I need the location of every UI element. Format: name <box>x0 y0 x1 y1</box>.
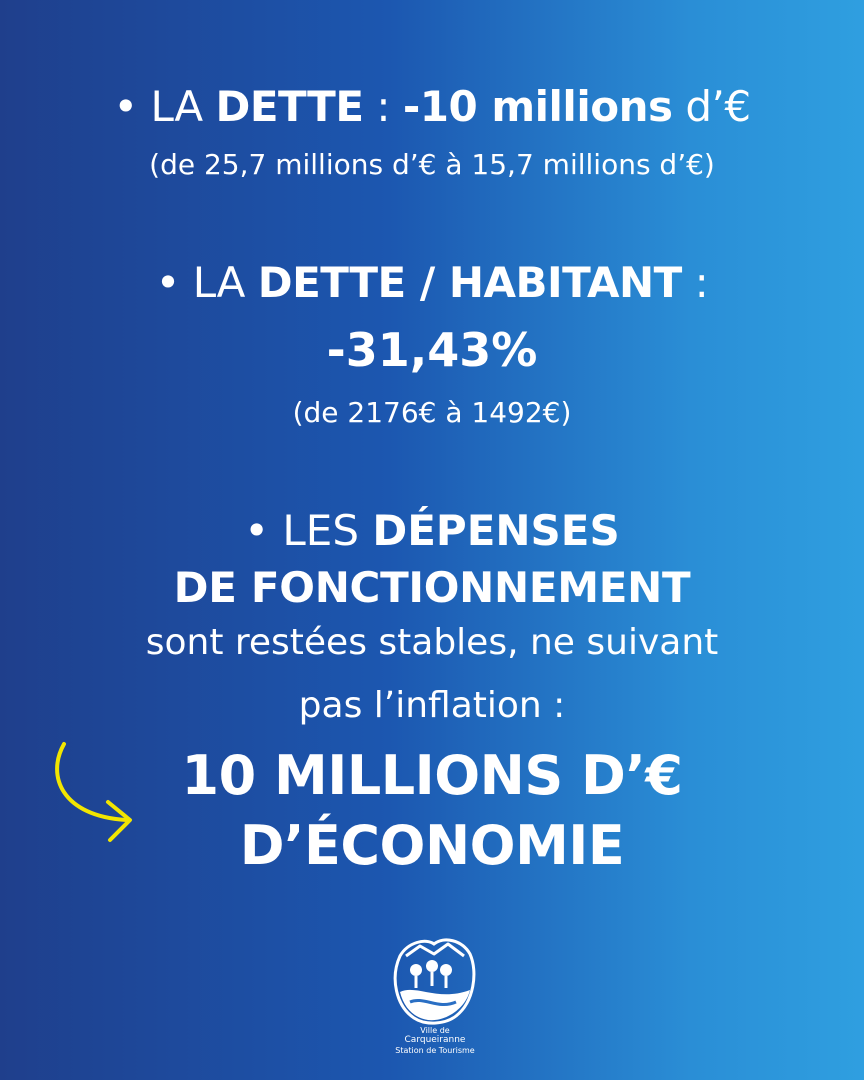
expenses-label: DÉPENSES <box>372 506 620 555</box>
debt-separator: : <box>363 82 403 131</box>
expenses-text-line1: sont restées stables, ne suivant <box>145 622 719 663</box>
debt-headline <box>0 82 864 131</box>
bullet: • <box>113 82 138 131</box>
debt-suffix: d’€ <box>672 82 751 131</box>
debt-value: -10 millions <box>402 82 673 131</box>
debt-per-capita-detail: (de 2176€ à 1492€) <box>292 396 572 429</box>
debt-per-capita-label: DETTE / HABITANT <box>257 258 682 307</box>
expenses-text-line2: pas l’inflation : <box>298 685 566 726</box>
bullet: • <box>155 258 180 307</box>
logo-text-line3: Station de Tourisme <box>395 1046 475 1055</box>
bullet: • <box>244 506 270 555</box>
savings-highlight-line1: 10 MILLIONS D’€ <box>181 744 683 807</box>
debt-label: DETTE <box>215 82 364 131</box>
curved-arrow-icon <box>44 738 154 850</box>
logo-text-line2: Carqueiranne <box>404 1035 466 1045</box>
debt-per-capita-separator: : <box>681 258 709 307</box>
expenses-label-line2: DE FONCTIONNEMENT <box>173 563 691 612</box>
expenses-headline <box>0 506 864 555</box>
debt-per-capita-value: -31,43% <box>326 323 538 377</box>
expenses-prefix: LES <box>282 506 373 555</box>
logo-text-line1: Ville de <box>420 1026 450 1035</box>
debt-detail: (de 25,7 millions d’€ à 15,7 millions d’€) <box>149 148 715 181</box>
city-logo-icon <box>386 932 482 1030</box>
savings-highlight-line2: D’ÉCONOMIE <box>239 814 625 877</box>
debt-per-capita-prefix: LA <box>192 258 258 307</box>
debt-per-capita-headline <box>0 258 864 307</box>
debt-prefix: LA <box>150 82 216 131</box>
